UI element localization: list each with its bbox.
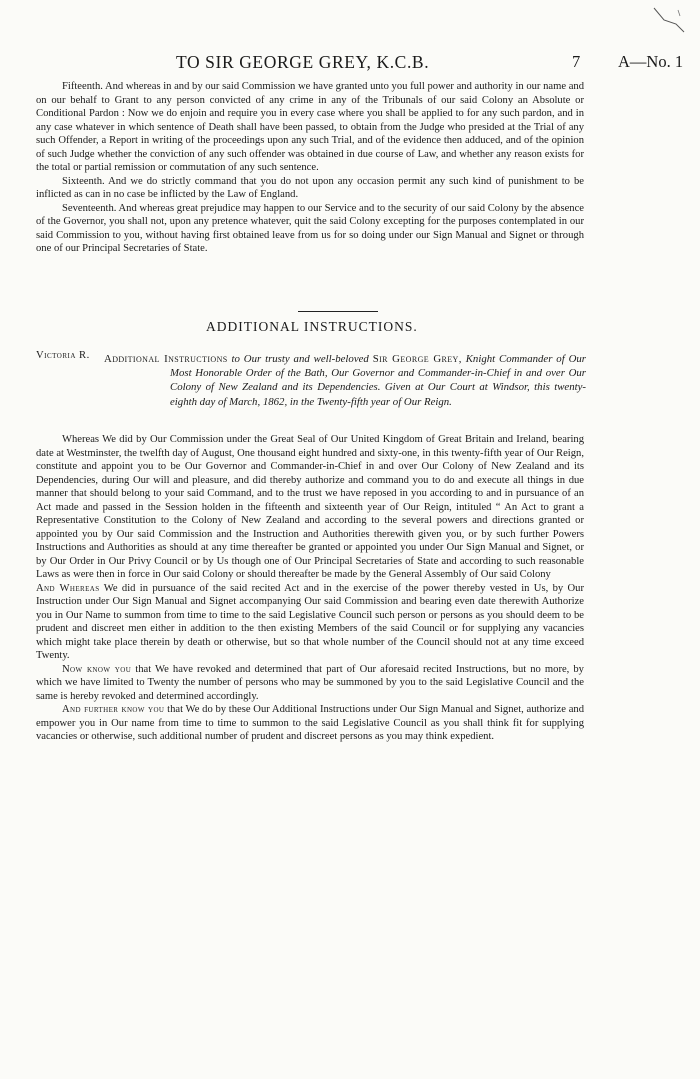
and-whereas-rest: We did in pursuance of the said recited Act and in the exercise of the power thereby vested in Us, by Our Instruction under Our Sign Manual and Signet accompanying Our said Commission and bearing even date therewith Authorize you in Our Name to summon from time to time to the said Legislative Council such person or persons as you should deem to be prudent and discreet men either in addition to the then existing Members of the said Council or for supplying any vacancies which might take place therein by death or otherwise, but so that whole number of the Council should not at any time exceed Twenty. — [36, 582, 584, 661]
section-heading-text: ADDITIONAL INSTRUCTIONS. — [206, 319, 418, 334]
clause-seventeenth: Seventeenth. And whereas great prejudice may happen to our Service and to the security of our said Colony by the absence of the Governor, you shall not, upon any pretence whatever, quit the said Colony excepting for the purposes contemplated in our said Commission to you, without having first obtained leave from us for so doing under our Sign Manual and Signet or through one of our Principal Secretaries of State. — [36, 202, 584, 254]
preamble-to: to Our trusty and well-beloved — [227, 353, 373, 365]
page-title: TO SIR GEORGE GREY, K.C.B. — [176, 52, 430, 72]
clause-fifteenth: Fifteenth. And whereas in and by our said Commission we have granted unto you full power and authority in our name and on our behalf to Grant to any person convicted of any crime in any of the Tribunals of our said Colony an Absolute or Conditional Pardon : Now we do enjoin and require you in every case where you shall be applied to for any such pardon, and in any case whatever in which sentence of Death shall have been passed, to obtain from the Judge who presided at the Trial of any such Offender, a Report in writing of the proceedings upon any such Trial, and of the evidence then adduced, and of the opinion of such Judge whether the conviction of any such offender was obtained in due course of Law, and whether any reason exists for the total or partial remission or commutation of any such sentence. — [36, 81, 584, 173]
corner-scribble-mark — [650, 6, 690, 36]
section-divider — [298, 311, 378, 312]
document-reference: A—No. 1 — [618, 52, 684, 71]
further-know-rest: that We do by these Our Additional Instructions under Our Sign Manual and Signet, authorize and empower you in Our name from time to time to summon to the said Legislative Council as you shall think fit for supplying vacancies or otherwise, such additional number of prudent and discreet persons as you may think expedient. — [36, 704, 584, 742]
and-whereas-paragraph — [36, 582, 584, 663]
instructions-body — [36, 433, 584, 744]
preamble-rest: Knight Commander of Our Most Honorable Order of the Bath, Our Governor and Commander-in-Chief in and over Our Colony of New Zealand and its Dependencies. Given at Our Court at Windsor, this twenty-eighth day of March, 1862, in the Twenty-fifth year of Our Reign. — [170, 353, 586, 408]
royal-signature: Victoria R. — [36, 350, 90, 361]
preamble-lead: Additional Instructions — [104, 353, 228, 365]
preamble-name: Sir George Grey, — [372, 353, 462, 365]
now-know-paragraph — [36, 663, 584, 704]
commission-clauses — [36, 80, 584, 256]
and-whereas-lead: And Whereas — [36, 582, 100, 594]
clause-sixteenth: Sixteenth. And we do strictly command that you do not upon any occasion permit any such kind of punishment to be inflicted as can in no case be inflicted by the Law of England. — [36, 175, 584, 200]
now-know-lead: Now know you — [62, 663, 132, 675]
further-know-lead: And further know you — [62, 704, 165, 715]
further-know-paragraph — [36, 703, 584, 744]
running-head — [0, 52, 700, 74]
whereas-paragraph: Whereas We did by Our Commission under the Great Seal of Our United Kingdom of Great Britain and Ireland, bearing date at Westminster, the twelfth day of August, One thousand eight hundred and sixty-one, in this twenty-fifth year of Our Reign, constitute and appoint you to be Our Governor and Commander-in-Chief in and over Our Colony of New Zealand and its Dependencies, during Our will and pleasure, and did thereby authorize and command you to do and execute all things in due manner that should belong to your said Command, and to the trust we have reposed in you according to and in pursuance of an Act made and passed in the Session holden in the fifteenth and sixteenth year of Our Reign, intituled “ An Act to grant a Representative Constitution to the Colony of New Zealand and according to the several powers and directions granted or appointed you by Our said Commission and the Instruction and Authorities therewith given you, or by such further Powers Instructions and Authorities as should at any time thereafter be granted or appointed you under Our Sign Manual and Signet, or by Our Order in Our Privy Council or by Us though one of Our Principal Secretaries of State and according to such reasonable Laws as were then in force in Our said Colony or should thereafter be made by the General Assembly of Our said Colony — [36, 434, 584, 580]
page-number: 7 — [572, 52, 581, 71]
now-know-rest: that We have revoked and determined that part of Our aforesaid recited Instructions, but no more, by which we have limited to Twenty the number of persons who may be summoned by you to the said Legislative Council and the same is hereby revoked and determined accordingly. — [36, 663, 584, 702]
instructions-preamble — [104, 352, 586, 409]
